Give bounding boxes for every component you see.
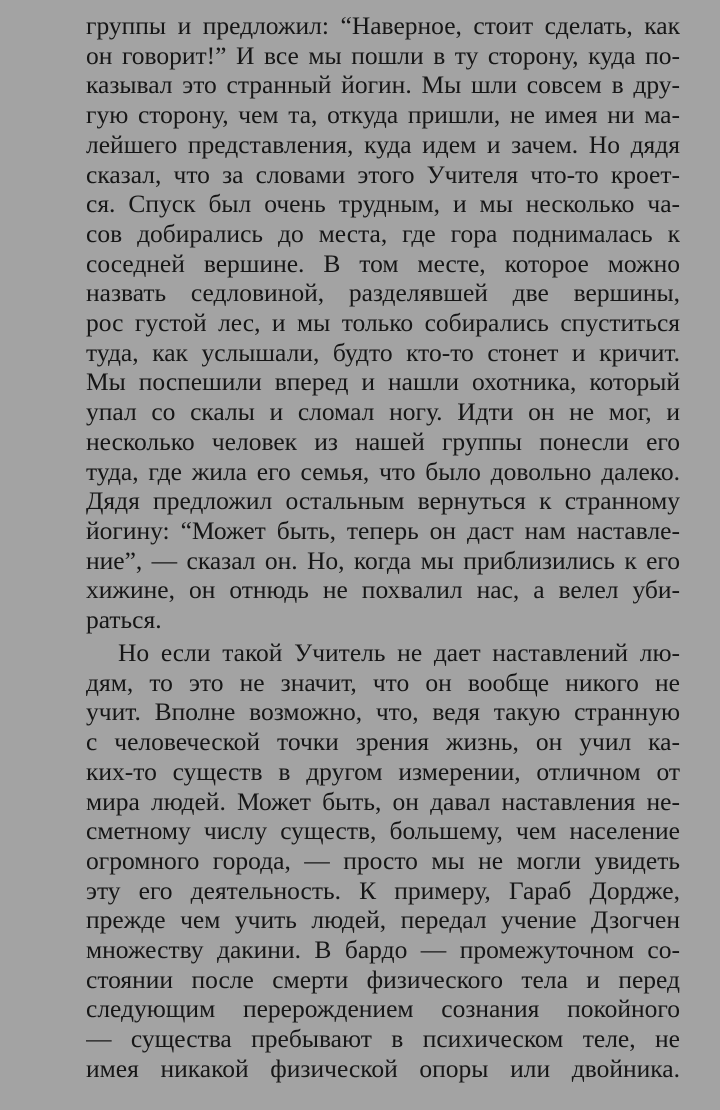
book-page [86,10,680,1105]
text-line: казывал это странный йогин. Мы шли совсем в дру- [86,70,680,100]
text-line: с человеческой точки зрения жизнь, он учил ка- [86,727,680,757]
text-line: назвать седловиной, разделявшей две вершины, [86,278,680,308]
text-line: прежде чем учить людей, передал учение Дзогчен [86,905,680,935]
text-line: он говорит!” И все мы пошли в ту сторону, куда по- [86,40,680,70]
text-line: несколько человек из нашей группы понесли его [86,426,680,456]
text-line: множеству дакини. В бардо — промежуточном со- [86,935,680,964]
text-line: стоянии после смерти физического тела и перед [86,964,680,994]
text-line: учит. Вполне возможно, что, ведя такую странную [86,697,680,727]
text-line: — существа пребывают в психическом теле, не [86,1024,680,1054]
text-line: ся. Спуск был очень трудным, и мы несколько ча- [86,189,680,219]
text-line: йогину: “Может быть, теперь он даст нам наставле- [86,515,680,545]
text-line: туда, где жила его семья, что было довольно далеко. [86,456,680,486]
text-line: дям, то это не значит, что он вообще никого не [86,667,680,697]
text-line: Дядя предложил остальным вернуться к странному [86,486,680,516]
text-line: гую сторону, чем та, откуда пришли, не имея ни ма- [86,100,680,130]
text-line: мира людей. Может быть, он давал наставления не- [86,786,680,816]
text-line: имея никакой физической опоры или двойника. [86,1053,680,1083]
text-line: огромного города, — просто мы не могли увидеть [86,845,680,875]
text-line: эту его деятельность. К примеру, Гараб Дордже, [86,875,680,905]
text-line: соседней вершине. В том месте, которое можно [86,248,680,278]
text-line: Мы поспешили вперед и нашли охотника, который [86,367,680,397]
text-line: сказал, что за словами этого Учителя что-то кроет- [86,159,680,189]
text-line: лейшего представления, куда идем и зачем. Но дядя [86,129,680,159]
text-line: рос густой лес, и мы только собирались спуститься [86,308,680,337]
text-line: сов добирались до места, где гора поднималась к [86,218,680,248]
text-line: туда, как услышали, будто кто-то стонет и кричит. [86,337,680,367]
text-line: ких-то существ в другом измерении, отличном от [86,756,680,786]
text-line: раться. [86,605,162,634]
text-line: сметному числу существ, большему, чем население [86,816,680,846]
text-line: группы и предложил: “Наверное, стоит сделать, как [86,11,680,40]
text-line: следующим перерождением сознания покойного [86,994,680,1024]
text-line: Но если такой Учитель не дает наставлений лю- [118,638,680,667]
text-line: упал со скалы и сломал ногу. Идти он не мог, и [86,397,680,427]
text-line: хижине, он отнюдь не похвалил нас, а велел уби- [86,575,680,605]
text-line: ние”, — сказал он. Но, когда мы приблизились к его [86,545,680,575]
